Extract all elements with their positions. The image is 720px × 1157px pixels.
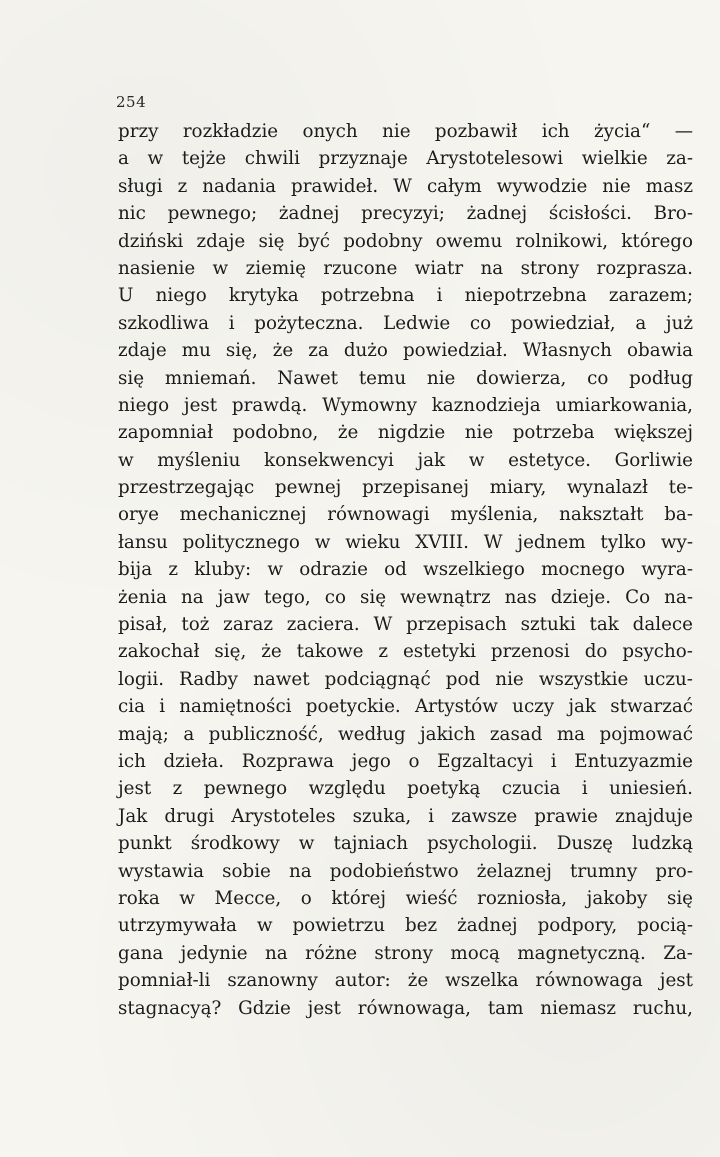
text-line: pisał, toż zaraz zaciera. W przepisach sztuki tak dalece: [118, 614, 693, 636]
text-line: w myśleniu konsekwencyi jak w estetyce. Gorliwie: [118, 449, 693, 471]
text-line: łansu politycznego w wieku XVIII. W jednem tylko wy-: [118, 531, 693, 553]
text-line: stagnacyą? Gdzie jest równowaga, tam niemasz ruchu,: [118, 997, 693, 1019]
text-line: zakochał się, że takowe z estetyki przenosi do psycho-: [118, 641, 693, 663]
text-line: cia i namiętności poetyckie. Artystów uczy jak stwarzać: [118, 696, 693, 718]
text-line: ich dzieła. Rozprawa jego o Egzaltacyi i Entuzyazmie: [118, 750, 693, 772]
text-line: roka w Mecce, o której wieść rozniosła, jakoby się: [118, 887, 693, 909]
text-line: punkt środkowy w tajniach psychologii. Duszę ludzką: [118, 833, 693, 855]
text-line: bija z kluby: w odrazie od wszelkiego mocnego wyra-: [118, 559, 693, 581]
page-number: 254: [116, 93, 147, 111]
text-line: Jak drugi Arystoteles szuka, i zawsze prawie znajduje: [118, 805, 693, 827]
text-line: się mniemań. Nawet temu nie dowierza, co podług: [118, 367, 693, 389]
text-line: nic pewnego; żadnej precyzyi; żadnej ścisłości. Bro-: [118, 203, 693, 225]
text-line: dziński zdaje się być podobny owemu rolnikowi, którego: [118, 230, 693, 252]
text-line: orye mechanicznej równowagi myślenia, nakształt ba-: [118, 504, 693, 526]
text-line: a w tejże chwili przyznaje Arystotelesowi wielkie za-: [118, 148, 693, 170]
text-line: niego jest prawdą. Wymowny kaznodzieja umiarkowania,: [118, 394, 693, 416]
text-line: nasienie w ziemię rzucone wiatr na strony rozprasza.: [118, 257, 693, 279]
text-line: pomniał-li szanowny autor: że wszelka równowaga jest: [118, 970, 693, 992]
body-text: [118, 118, 693, 1022]
text-line: U niego krytyka potrzebna i niepotrzebna zarazem;: [118, 285, 693, 307]
text-line: przy rozkładzie onych nie pozbawił ich życia“ —: [118, 121, 693, 142]
text-line: zapomniał podobno, że nigdzie nie potrzeba większej: [118, 422, 693, 444]
text-line: gana jedynie na różne strony mocą magnetyczną. Za-: [118, 942, 693, 964]
text-line: sługi z nadania prawideł. W całym wywodzie nie masz: [118, 175, 693, 197]
text-line: szkodliwa i pożyteczna. Ledwie co powiedział, a już: [118, 312, 693, 334]
text-line: jest z pewnego względu poetyką czucia i uniesień.: [118, 778, 693, 800]
text-line: logii. Radby nawet podciągnąć pod nie wszystkie uczu-: [118, 668, 693, 690]
text-line: utrzymywała w powietrzu bez żadnej podpory, pocią-: [118, 915, 693, 937]
text-line: mają; a publiczność, według jakich zasad ma pojmować: [118, 723, 693, 745]
text-line: żenia na jaw tego, co się wewnątrz nas dzieje. Co na-: [118, 586, 693, 608]
text-line: wystawia sobie na podobieństwo żelaznej trumny pro-: [118, 860, 693, 882]
text-line: zdaje mu się, że za dużo powiedział. Własnych obawia: [118, 340, 693, 362]
text-line: przestrzegając pewnej przepisanej miary, wynalazł te-: [118, 477, 693, 499]
